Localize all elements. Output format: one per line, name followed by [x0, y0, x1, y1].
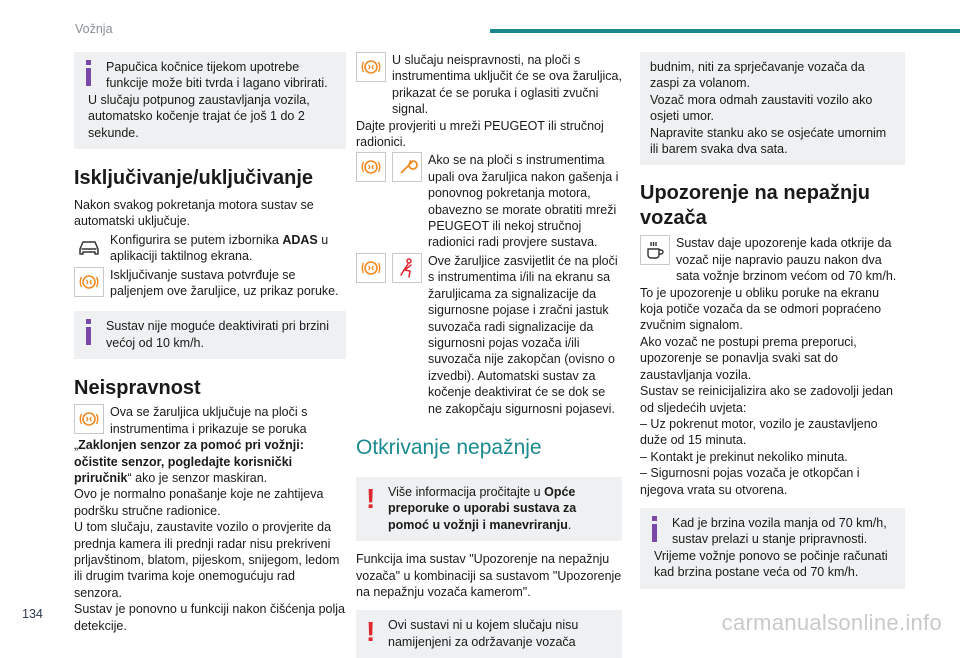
- standby-line-1: Kad je brzina vozila manja od 70 km/h,: [672, 515, 887, 530]
- warning-box-purpose: [356, 610, 622, 658]
- fault-paragraph-2: Ovo je normalno ponašanje koje ne zahtijeva podršku stručne radionice.: [74, 487, 324, 518]
- fault-paragraph-3: U tom slučaju, zaustavite vozilo o provjerite da prednja kamera ili prednji radar nisu prekriveni prljavštinom, blatom, pijeskom, snijegom, ledom ili drugim tvarima koje onemogućuju rad senzora.: [74, 520, 340, 600]
- aeb-warning-light-icon: [356, 52, 386, 82]
- list-item: – Kontakt je prekinut nekoliko minuta.: [640, 449, 848, 464]
- column-3: [640, 52, 905, 589]
- box-cont-p1: budnim, niti za sprječavanje vozača da zaspi za volanom.: [650, 60, 865, 91]
- coffee-text: Sustav daje upozorenje kada otkrije da vozač nije napravio pauzu nakon dva sata vožnje brzinom većom od 70 km/h.: [676, 236, 897, 284]
- fault-lamp-text: Ova se žaruljica uključuje na ploči s instrumentima i prikazuje se poruka: [110, 405, 308, 436]
- info-icon: [84, 60, 94, 86]
- aeb-warning-light-icon: [356, 152, 386, 182]
- car-config-row: [74, 232, 346, 265]
- info-text-rest: U slučaju potpunog zaustavljanja vozila, automatsko kočenje trajat će još 1 do 2 sekunde.: [88, 92, 310, 140]
- column-2: [356, 52, 622, 658]
- info-box-brake: [74, 52, 346, 149]
- warn-paragraph-2: To je upozorenje u obliku poruke na ekranu koja potiče vozača da se odmori popraćeno zvučnim signalom.: [640, 285, 882, 333]
- heading-detection: Otkrivanje nepažnje: [356, 435, 542, 459]
- standby-line-2: sustav prelazi u stanje pripravnosti.: [672, 532, 868, 547]
- info-speed-text: Sustav nije moguće deaktivirati pri brzini većoj od 10 km/h.: [106, 319, 330, 350]
- info-text-line-1: Papučica kočnice tijekom upotrebe: [106, 60, 300, 74]
- info-icon: [84, 319, 94, 345]
- warning-box-text: Više informacija pročitajte u Opće preporuke o uporabi sustava za pomoć u vožnji i manevriranju.: [388, 484, 577, 532]
- header-accent-bar: [490, 29, 960, 33]
- aeb-warning-light-icon: [74, 267, 104, 297]
- malfunction-check-text: Dajte provjeriti u mreži PEUGEOT ili stručnoj radionici.: [356, 118, 604, 150]
- page-number: 134: [22, 607, 43, 621]
- paragraph-auto-on: Nakon svakog pokretanja motora sustav se automatski uključuje.: [74, 198, 314, 229]
- aeb-off-text: Isključivanje sustava potvrđuje se paljenjem ove žaruljice, uz prikaz poruke.: [110, 267, 339, 299]
- fault-row: [74, 404, 346, 437]
- seatbelt-row: [356, 253, 622, 417]
- malfunction-row: [356, 52, 622, 118]
- box-cont-p2: Vozač mora odmah zaustaviti vozilo ako osjeti umor.: [650, 92, 873, 124]
- info-icon: [650, 516, 660, 542]
- warning-box-info: [356, 477, 622, 541]
- paragraph-function: Funkcija ima sustav "Upozorenje na nepažnju vozača" u kombinaciji sa sustavom "Upozorenje na nepažnju vozača kamerom".: [356, 552, 622, 599]
- warning-purpose-text: Ovi sustavi ni u kojem slučaju nisu namijenjeni za održavanje vozača: [388, 618, 579, 649]
- coffee-cup-icon: [640, 235, 670, 265]
- standby-rest: Vrijeme vožnje ponovo se počinje računati kad brzina postane veća od 70 km/h.: [654, 548, 888, 580]
- box-cont-p3: Napravite stanku ako se osjećate umornim ili barem svaka dva sata.: [650, 125, 887, 157]
- restart-fault-row: [356, 152, 622, 250]
- seatbelt-text: Ove žaruljice zasvijetlit će na ploči s instrumentima i/ili na ekranu sa žaruljicama za signalizacije da sigurnosne pojase i zračni jastuk suvozača radi signalizacije da sigurnosni pojas vozača i/ili suvozača nije zakopčan (ovisno o izvedbi). Automatski sustav za kočenje deaktivirat će se dok se ne zakopčaju sigurnosni pojasevi.: [428, 253, 618, 416]
- car-config-text: Konfigurira se putem izbornika ADAS u aplikaciji taktilnog ekrana.: [110, 232, 329, 264]
- page-section-title: Vožnja: [75, 22, 113, 36]
- coffee-row: [640, 235, 905, 284]
- aeb-warning-light-icon: [74, 404, 104, 434]
- restart-fault-text: Ako se na ploči s instrumentima upali ova žaruljica nakon gašenja i ponovnog pokretanja motora, obavezno se morate obratiti mreži PEUGEOT ili nekoj stručnoj radionici radi provjere sustava.: [428, 153, 619, 250]
- info-box-speed: [74, 311, 346, 359]
- heading-warn-driver: Upozorenje na nepažnju vozača: [640, 182, 871, 230]
- malfunction-text: U slučaju neispravnosti, na ploči s instrumentima uključit će se ova žaruljica, prikazat će se poruka i oglasiti zvučni signal.: [392, 53, 622, 117]
- info-box-standby: [640, 508, 905, 589]
- heading-fault: Neispravnost: [74, 377, 201, 400]
- car-front-icon: [74, 232, 104, 262]
- warning-icon: !: [366, 616, 376, 648]
- warning-icon: !: [366, 482, 376, 514]
- airbag-person-icon: [392, 253, 422, 283]
- aeb-off-row: [74, 267, 346, 300]
- heading-toggle: Isključivanje/uključivanje: [74, 167, 314, 190]
- list-item: – Sigurnosni pojas vozača je otkopčan i njegova vrata su otvorena.: [640, 466, 860, 497]
- warn-paragraph-3: Ako vozač ne postupi prema preporuci, upozorenje se ponavlja svaki sat do zaustavljanja vozila.: [640, 334, 857, 382]
- aeb-warning-light-icon: [356, 253, 386, 283]
- fault-message: „Zaklonjen senzor za pomoć pri vožnji: očistite senzor, pogledajte korisnički priručnik“ ako je senzor maskiran.: [74, 438, 304, 485]
- wrench-icon: [392, 152, 422, 182]
- warning-box-continued: [640, 52, 905, 165]
- info-text-line-2: funkcije može biti tvrda i lagano vibrirati.: [106, 76, 328, 91]
- fault-paragraph-4: Sustav je ponovno u funkciji nakon čišćenja polja detekcije.: [74, 602, 346, 633]
- warn-paragraph-4: Sustav se reinicijalizira ako se zadovolji jedan od sljedećih uvjeta:: [640, 384, 893, 415]
- list-item: – Uz pokrenut motor, vozilo je zaustavljeno duže od 15 minuta.: [640, 416, 878, 448]
- column-1: [74, 52, 346, 634]
- watermark: carmanualsonline.info: [721, 610, 942, 635]
